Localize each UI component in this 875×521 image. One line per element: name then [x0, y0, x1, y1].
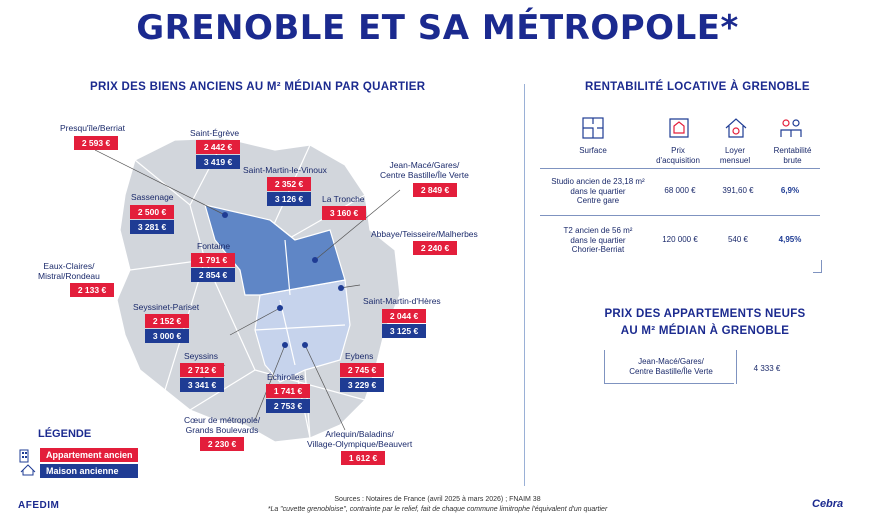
district-seyssinet-maison: 3 000 € [145, 329, 189, 343]
district-coeur-appartement: 2 230 € [200, 437, 244, 451]
district-saint-martin-vinoux-maison: 3 126 € [267, 192, 311, 206]
table-corner [821, 260, 822, 273]
district-saint-egreve-label: Saint-Égrève [190, 128, 240, 138]
neuf-bracket [604, 350, 605, 384]
district-echirolles-label: Échirolles [267, 372, 304, 382]
district-seyssins-appartement: 2 712 € [180, 363, 224, 377]
district-saint-martin-heres-label: Saint-Martin-d'Hères [363, 296, 441, 306]
floorplan-icon [580, 116, 606, 140]
row1-surface: Studio ancien de 23,18 m² dans le quartier Centre gare [551, 177, 645, 206]
buildings-icon [18, 448, 38, 476]
cebra-logo: Cebra [812, 498, 844, 510]
district-abbaye-appartement: 2 240 € [413, 241, 457, 255]
table-divider [540, 168, 820, 169]
table-corner [813, 272, 821, 273]
district-echirolles-maison: 2 753 € [266, 399, 310, 413]
neuf-heading-1: PRIX DES APPARTEMENTS NEUFS [604, 308, 806, 320]
row1-prix: 68 000 € [664, 186, 696, 195]
district-sassenage-label: Sassenage [131, 192, 174, 202]
neuf-separator [736, 350, 737, 384]
district-saint-martin-heres-appartement: 2 044 € [382, 309, 426, 323]
district-la-tronche-appartement: 3 160 € [322, 206, 366, 220]
section-divider [524, 84, 525, 486]
district-saint-egreve-appartement: 2 442 € [196, 140, 240, 154]
row2-prix: 120 000 € [662, 235, 698, 244]
row2-rentabilite: 4,95% [778, 235, 802, 244]
district-saint-martin-vinoux-label: Saint-Martin-le-Vinoux [243, 165, 327, 175]
rentabilite-heading: RENTABILITÉ LOCATIVE À GRENOBLE [585, 81, 810, 93]
district-saint-egreve-maison: 3 419 € [196, 155, 240, 169]
district-coeur-label: Cœur de métropole/ Grands Boulevards [184, 415, 261, 435]
district-seyssinet-appartement: 2 152 € [145, 314, 189, 328]
district-saint-martin-heres-maison: 3 125 € [382, 324, 426, 338]
table-header-rentabilite: Rentabilité brute [773, 146, 812, 165]
district-jean-mace-label: Jean-Macé/Gares/ Centre Bastille/Île Verte [380, 160, 469, 180]
table-header-loyer: Loyer mensuel [719, 146, 751, 165]
district-abbaye-label: Abbaye/Teisseire/Malherbes [371, 229, 478, 239]
table-header-surface: Surface [579, 146, 607, 155]
price-tag-icon [666, 116, 692, 140]
district-eaux-claires-appartement: 2 133 € [70, 283, 114, 297]
page-title: GRENOBLE ET SA MÉTROPOLE* [136, 8, 739, 48]
district-seyssins-maison: 3 341 € [180, 378, 224, 392]
afedim-logo: AFEDIM [18, 500, 60, 511]
neuf-heading [560, 306, 850, 341]
district-arlequin-label: Arlequin/Baladins/ Village-Olympique/Beauvert [307, 429, 413, 449]
row2-loyer: 540 € [727, 235, 749, 244]
district-fontaine-label: Fontaine [197, 241, 231, 251]
district-echirolles-appartement: 1 741 € [266, 384, 310, 398]
district-presquile-appartement: 2 593 € [74, 136, 118, 150]
neuf-heading-2: AU M² MÉDIAN À GRENOBLE [620, 325, 790, 338]
table-divider [540, 215, 820, 216]
district-eaux-claires-label: Eaux-Claires/ Mistral/Rondeau [38, 261, 100, 281]
row1-rentabilite: 6,9% [780, 186, 800, 195]
legend-appartement: Appartement ancien [40, 448, 138, 462]
district-sassenage-appartement: 2 500 € [130, 205, 174, 219]
district-sassenage-maison: 3 281 € [130, 220, 174, 234]
district-seyssinet-label: Seyssinet-Pariset [133, 302, 200, 312]
district-seyssins-label: Seyssins [184, 351, 219, 361]
legend-title: LÉGENDE [38, 428, 92, 440]
neuf-quartier: Jean-Macé/Gares/ Centre Bastille/Île Verte [629, 357, 713, 376]
row1-loyer: 391,60 € [722, 186, 754, 195]
district-presquile-label: Presqu'île/Berriat [60, 123, 125, 133]
table-header-prix: Prix d'acquisition [656, 146, 700, 165]
district-la-tronche-label: La Tronche [322, 194, 365, 204]
district-saint-martin-vinoux-appartement: 2 352 € [267, 177, 311, 191]
district-fontaine-maison: 2 854 € [191, 268, 235, 282]
district-arlequin-appartement: 1 612 € [341, 451, 385, 465]
district-eybens-appartement: 2 745 € [340, 363, 384, 377]
neuf-bracket [604, 383, 734, 384]
district-fontaine-appartement: 1 791 € [191, 253, 235, 267]
neuf-prix: 4 333 € [753, 364, 781, 373]
district-eybens-maison: 3 229 € [340, 378, 384, 392]
source-text: Sources : Notaires de France (avril 2025 à mars 2026) ; FNAIM 38 [334, 496, 541, 503]
map-section-heading: PRIX DES BIENS ANCIENS AU M² MÉDIAN PAR QUARTIER [90, 81, 426, 93]
district-eybens-label: Eybens [345, 351, 374, 361]
legend-maison: Maison ancienne [40, 464, 138, 478]
district-jean-mace-appartement: 2 849 € [413, 183, 457, 197]
row2-surface: T2 ancien de 56 m² dans le quartier Chorier-Berriat [563, 226, 633, 255]
footnote-text: *La "cuvette grenobloise", contrainte par le relief, fait de chaque commune limitrophe l'équivalent d'un quartier [267, 506, 608, 513]
family-icon [778, 116, 804, 140]
house-key-icon [723, 116, 749, 140]
